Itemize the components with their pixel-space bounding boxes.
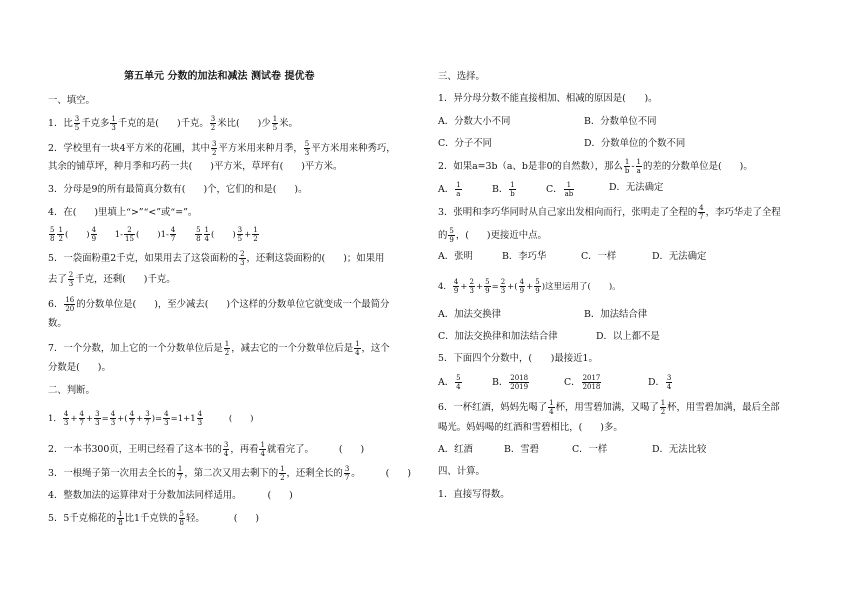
choice-q4-option-a[interactable]: A．加法交换律 [438, 309, 502, 320]
choice-q6-option-a[interactable]: A．红酒 [438, 444, 473, 455]
choice-q5-option-a[interactable]: A． $\frac{5}{4}$ [438, 374, 461, 391]
choice-q3-option-d[interactable]: D．无法确定 [652, 251, 707, 262]
fill-q3: 3．分母是9的所有最简真分数有( )个，它们的和是( )。 [48, 184, 308, 195]
choice-q1: 1．异分母分数不能直接相加、相减的原因是( )。 [438, 93, 658, 104]
choice-q4-option-c[interactable]: C．加法交换律和加法结合律 [438, 331, 558, 342]
choice-q1-option-c[interactable]: C．分子不同 [438, 138, 493, 149]
choice-q5: 5．下面四个分数中，( )最接近1。 [438, 353, 598, 364]
fill-q5-line1: 5．一袋面粉重2千克，如果用去了这袋面粉的 $\frac{2}{3}$ ，还剩这袋面粉的( )；如果用 [48, 250, 385, 267]
fill-q2-line1: 2．学校里有一块4平方米的花圃，其中 $\frac{3}{2}$ 平方米用来种月季， $\frac{5}{3}$ 平方米用来种秀巧， [48, 140, 396, 157]
choice-q3-line2: 的 $\frac{5}{9}$ ，( )更接近中点。 [438, 227, 547, 244]
fill-q7-line1: 7．一个分数，加上它的一个分数单位后是 $\frac{1}{2}$ ，减去它的一个分数单位后是 $\frac{1}{4}$ ，这个 [48, 340, 390, 357]
choice-q5-option-c[interactable]: C． $\frac{2017}{2018}$ [564, 374, 601, 391]
choice-q4: 4． $\frac{4}{9}$ + $\frac{2}{3}$ + $\frac{5}{9}$ = $\frac{2}{3}$ +( $\frac{4}{9}$ + $\frac{5}{9}$ )这里运用了( )。 [438, 278, 621, 295]
choice-q3-line1: 3．张明和李巧华同时从自己家出发相向而行，张明走了全程的 $\frac{4}{7}$ ，李巧华走了全程 [438, 204, 781, 221]
choice-q1-option-d[interactable]: D．分数单位的个数不同 [584, 138, 686, 149]
choice-q6-line1: 6．一杯红酒，妈妈先喝了 $\frac{1}{4}$ 杯，用雪碧加满，又喝了 $\frac{1}{2}$ 杯，用雪碧加满，最后全部 [438, 399, 780, 416]
page-title: 第五单元 分数的加法和减法 测试卷 提优卷 [124, 71, 315, 82]
section-calc-heading: 四、计算。 [438, 466, 485, 477]
choice-q1-option-b[interactable]: B．分数单位不同 [584, 116, 657, 127]
fill-q6-line2: 数。 [48, 318, 67, 329]
choice-q1-option-a[interactable]: A．分数大小不同 [438, 116, 511, 127]
choice-q6-option-d[interactable]: D．无法比较 [652, 444, 707, 455]
choice-q5-option-b[interactable]: B． $\frac{2018}{2019}$ [492, 374, 529, 391]
fill-q4-comparisons: $\frac{5}{8}$ $\frac{1}{2}$ ( ) $\frac{4}{9}$ 1- $\frac{2}{15}$ ( )1- $\frac{4}{7}$ $\frac{5}{8}$ $\frac{1}{4}$ ( ) $\frac{3}{5}$ + $\frac{1}{2}$ [50, 226, 258, 243]
choice-q5-option-d[interactable]: D． $\frac{3}{4}$ [648, 374, 672, 391]
judge-q3: 3．一根绳子第一次用去全长的 $\frac{1}{7}$ ，第二次又用去剩下的 $\frac{1}{2}$ ，还剩全长的 $\frac{3}{7}$ 。 ( ) [48, 465, 411, 482]
choice-q6-option-b[interactable]: B．雪碧 [504, 444, 540, 455]
choice-q4-option-b[interactable]: B．加法结合律 [584, 309, 648, 320]
fill-q1: 1．比 $\frac{3}{5}$ 千克多 $\frac{1}{3}$ 千克的是( )千克。 $\frac{3}{2}$ 米比( )少 $\frac{1}{5}$ 米。 [48, 115, 298, 132]
choice-q3-option-b[interactable]: B．李巧华 [502, 251, 547, 262]
choice-q2-option-b[interactable]: B． $\frac{1}{b}$ [492, 181, 515, 198]
choice-q2-option-a[interactable]: A． $\frac{1}{a}$ [438, 181, 461, 198]
judge-q2: 2．一本书300页，王明已经看了这本书的 $\frac{3}{4}$ ，再看 $\frac{1}{4}$ 就看完了。 ( ) [48, 441, 365, 458]
judge-q1: 1． $\frac{4}{3}$ + $\frac{4}{7}$ + $\frac{3}{3}$ = $\frac{4}{3}$ +( $\frac{4}{7}$ + $\frac{3}{7}$ )= $\frac{4}{3}$ =1+1 $\frac{4}{3}$ ( ) [48, 410, 254, 427]
choice-q4-option-d[interactable]: D．以上都不是 [596, 331, 660, 342]
choice-q2-option-d[interactable]: D．无法确定 [609, 182, 664, 193]
fill-q5-line2: 去了 $\frac{2}{3}$ 千克，还剩( )千克。 [48, 271, 176, 288]
choice-q3-option-a[interactable]: A．张明 [438, 251, 473, 262]
fill-q7-line2: 分数是( )。 [48, 362, 111, 373]
section-judge-heading: 二、判断。 [48, 385, 95, 396]
choice-q6-line2: 喝光。妈妈喝的红酒和雪碧相比，( )多。 [438, 422, 623, 433]
choice-q3-option-c[interactable]: C．一样 [581, 251, 617, 262]
choice-q2: 2．如果a=3b（a、b是非0的自然数），那么 $\frac{1}{b}$ - $\frac{1}{a}$ 的差的分数单位是( )。 [438, 158, 753, 175]
calc-q1: 1．直接写得数。 [438, 489, 510, 500]
judge-q4: 4．整数加法的运算律对于分数加法同样适用。 ( ) [48, 490, 293, 501]
section-choice-heading: 三、选择。 [438, 71, 485, 82]
choice-q2-option-c[interactable]: C． $\frac{1}{ab}$ [546, 181, 574, 198]
fill-q4: 4．在( )里填上“>”“<”或“=”。 [48, 207, 198, 218]
fill-q6-line1: 6． $\frac{16}{20}$ 的分数单位是( )，至少减去( )个这样的分数单位它就变成一个最简分 [48, 296, 390, 313]
section-fill-blank-heading: 一、填空。 [48, 95, 95, 106]
judge-q5: 5．5千克棉花的 $\frac{1}{8}$ 比1千克铁的 $\frac{5}{8}$ 轻。 ( ) [48, 510, 260, 527]
fill-q2-line2: 其余的铺草坪，种月季和巧药一共( )平方米，草坪有( )平方米。 [48, 161, 343, 172]
choice-q6-option-c[interactable]: C．一样 [572, 444, 608, 455]
